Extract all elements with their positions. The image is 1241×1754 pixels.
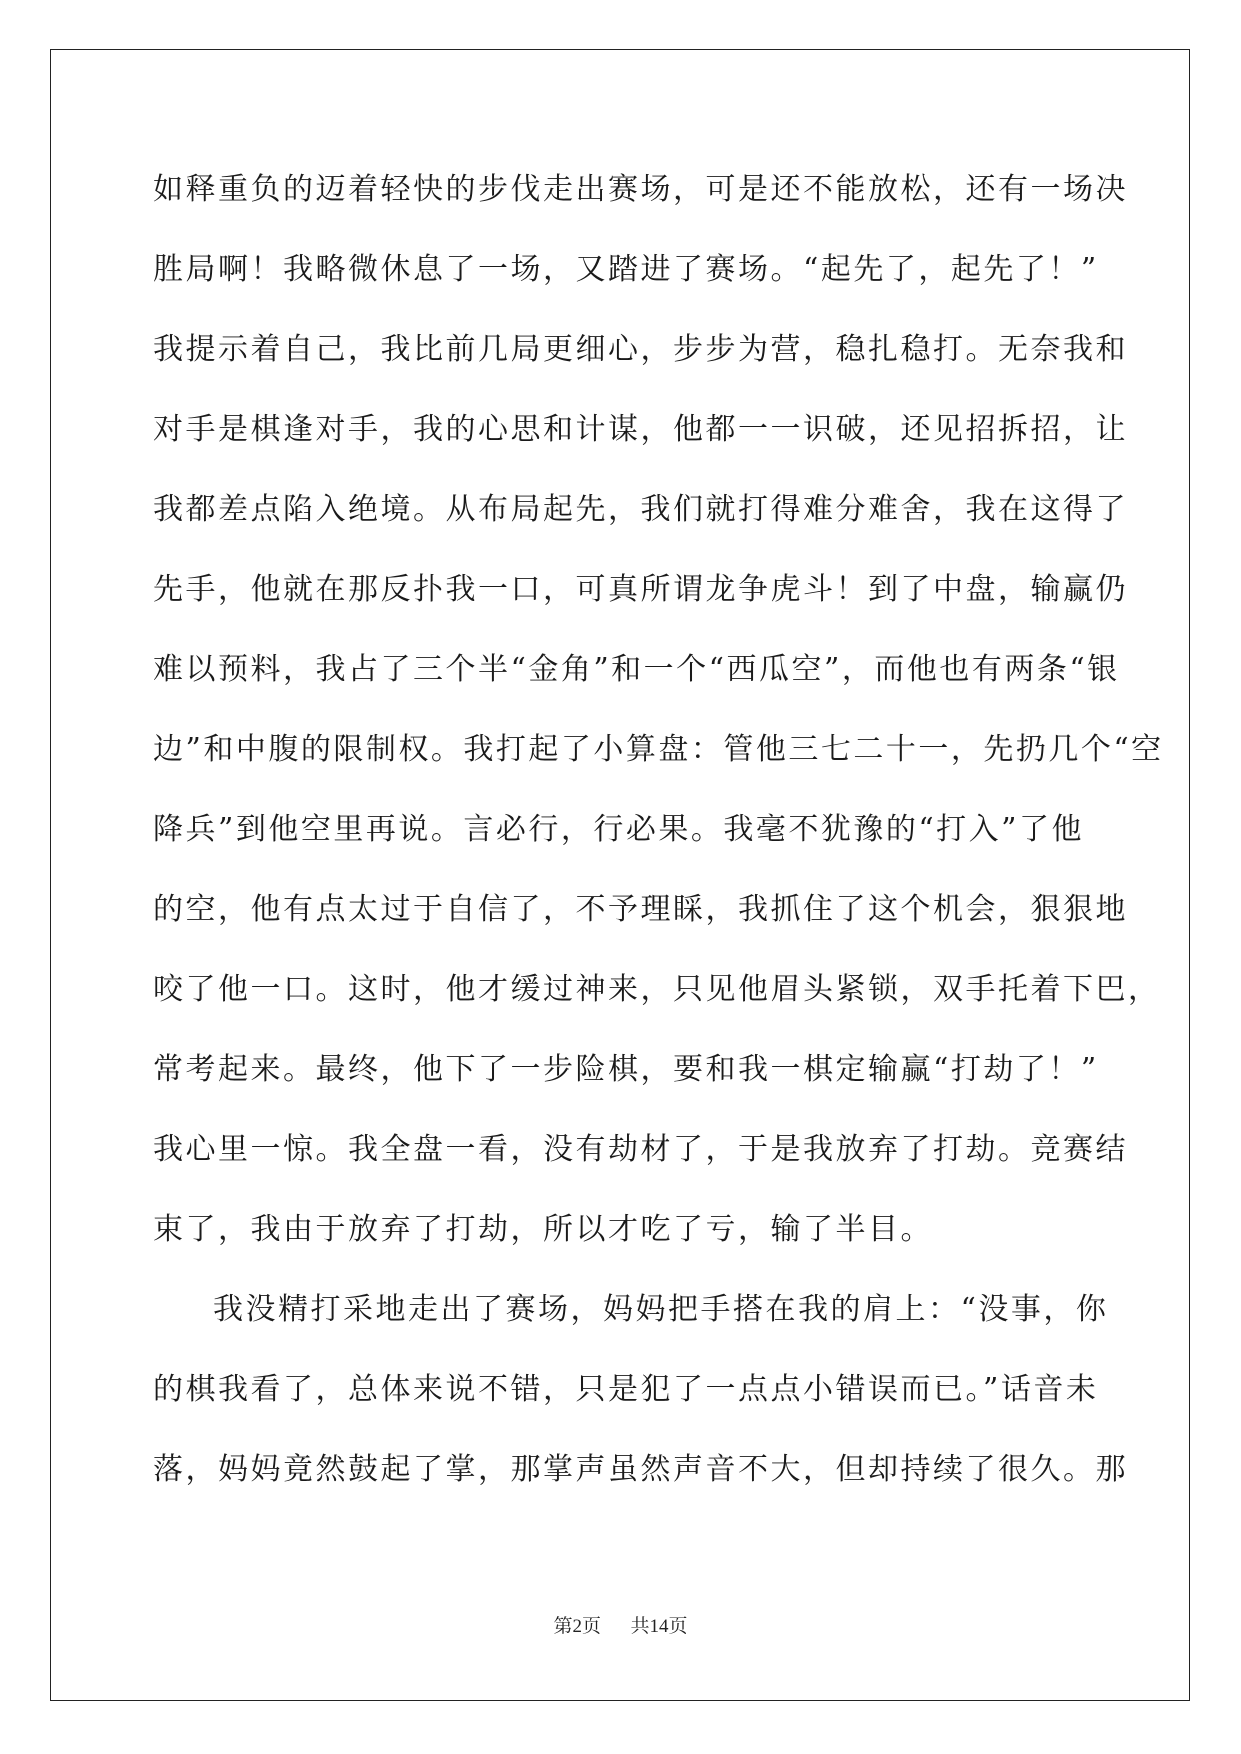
text-line: 的空，他有点太过于自信了，不予理睬，我抓住了这个机会，狠狠地 <box>153 892 1128 927</box>
text-line: 常考起来。最终，他下了一步险棋，要和我一棋定输赢“打劫了！” <box>153 1052 1099 1087</box>
text-line: 降兵”到他空里再说。言必行，行必果。我毫不犹豫的“打入”了他 <box>153 812 1085 847</box>
document-body <box>153 160 1164 1520</box>
text-line: 咬了他一口。这时，他才缓过神来，只见他眉头紧锁，双手托着下巴， <box>153 972 1161 1007</box>
text-line: 难以预料，我占了三个半“金角”和一个“西瓜空”，而他也有两条“银 <box>153 652 1120 687</box>
text-line: 束了，我由于放弃了打劫，所以才吃了亏，输了半目。 <box>153 1212 933 1247</box>
text-line: 如释重负的迈着轻快的步伐走出赛场，可是还不能放松，还有一场决 <box>153 172 1128 207</box>
text-line: 落，妈妈竟然鼓起了掌，那掌声虽然声音不大，但却持续了很久。那 <box>153 1452 1128 1487</box>
text-line: 胜局啊！我略微休息了一场，又踏进了赛场。“起先了，起先了！” <box>153 252 1099 287</box>
text-line: 我都差点陷入绝境。从布局起先，我们就打得难分难舍，我在这得了 <box>153 492 1128 527</box>
text-line: 对手是棋逢对手，我的心思和计谋，他都一一识破，还见招拆招，让 <box>153 412 1128 447</box>
page-footer <box>0 1611 1241 1638</box>
page-number: 第2页 <box>553 1616 601 1637</box>
text-line: 边”和中腹的限制权。我打起了小算盘：管他三七二十一，先扔几个“空 <box>153 732 1164 767</box>
text-line: 的棋我看了，总体来说不错，只是犯了一点点小错误而已。”话音未 <box>153 1372 1099 1407</box>
text-line: 我提示着自己，我比前几局更细心，步步为营，稳扎稳打。无奈我和 <box>153 332 1128 367</box>
page-total: 共14页 <box>630 1616 688 1637</box>
text-line: 我心里一惊。我全盘一看，没有劫材了，于是我放弃了打劫。竞赛结 <box>153 1132 1128 1167</box>
text-line: 先手，他就在那反扑我一口，可真所谓龙争虎斗！到了中盘，输赢仍 <box>153 572 1128 607</box>
paragraph-first-line: 我没精打采地走出了赛场，妈妈把手搭在我的肩上：“没事，你 <box>213 1292 1109 1327</box>
